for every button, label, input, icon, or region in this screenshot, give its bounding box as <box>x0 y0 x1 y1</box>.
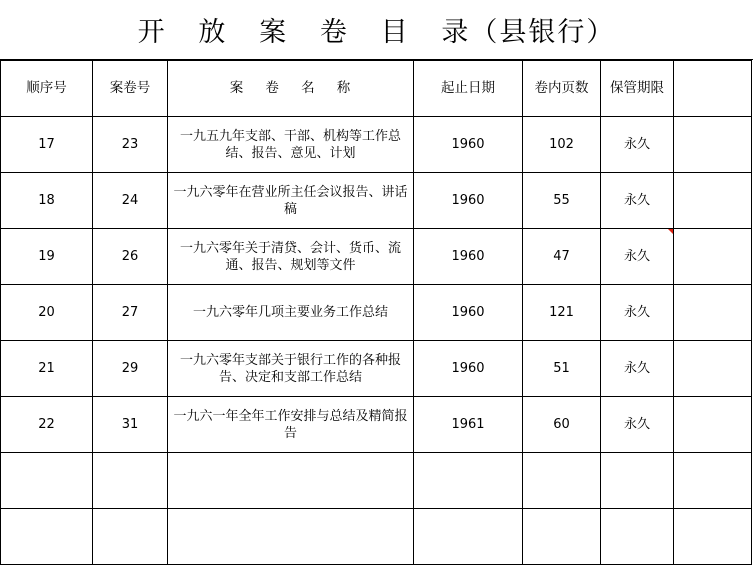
cell-empty[interactable] <box>601 453 674 509</box>
cell-empty[interactable] <box>674 397 752 453</box>
table-row <box>1 229 752 285</box>
cell-retention[interactable]: 永久 <box>601 285 674 341</box>
cell-retention[interactable]: 永久 <box>601 397 674 453</box>
cell-file-no[interactable]: 23 <box>93 117 168 173</box>
header-file-no[interactable]: 案卷号 <box>93 61 168 117</box>
cell-file-name[interactable]: 一九六零年几项主要业务工作总结 <box>168 285 414 341</box>
cell-retention[interactable]: 永久 <box>601 229 674 285</box>
cell-file-no[interactable]: 29 <box>93 341 168 397</box>
header-file-name[interactable]: 案 卷 名 称 <box>168 61 414 117</box>
cell-empty[interactable] <box>674 285 752 341</box>
cell-empty[interactable] <box>674 117 752 173</box>
title-text: 开 放 案 卷 目 录（县银行） <box>137 17 616 48</box>
cell-retention[interactable]: 永久 <box>601 173 674 229</box>
header-dates[interactable]: 起止日期 <box>414 61 523 117</box>
cell-seq[interactable]: 18 <box>1 173 93 229</box>
cell-empty[interactable] <box>674 229 752 285</box>
cell-empty[interactable] <box>1 509 93 565</box>
header-pages[interactable]: 卷内页数 <box>523 61 601 117</box>
cell-file-no[interactable]: 26 <box>93 229 168 285</box>
cell-pages[interactable]: 51 <box>523 341 601 397</box>
cell-dates[interactable]: 1960 <box>414 229 523 285</box>
cell-dates[interactable]: 1960 <box>414 173 523 229</box>
cell-empty[interactable] <box>674 173 752 229</box>
cell-pages[interactable]: 102 <box>523 117 601 173</box>
header-row <box>1 61 752 117</box>
cell-seq[interactable]: 17 <box>1 117 93 173</box>
cell-retention[interactable]: 永久 <box>601 117 674 173</box>
cell-empty[interactable] <box>674 453 752 509</box>
table-row <box>1 117 752 173</box>
page-title <box>0 0 753 60</box>
cell-dates[interactable]: 1960 <box>414 117 523 173</box>
cell-file-no[interactable]: 27 <box>93 285 168 341</box>
cell-pages[interactable]: 47 <box>523 229 601 285</box>
cell-empty[interactable] <box>1 453 93 509</box>
header-retention[interactable]: 保管期限 <box>601 61 674 117</box>
comment-indicator-icon[interactable] <box>668 229 673 234</box>
cell-empty[interactable] <box>168 509 414 565</box>
cell-empty[interactable] <box>523 453 601 509</box>
table-row <box>1 341 752 397</box>
cell-pages[interactable]: 121 <box>523 285 601 341</box>
cell-empty[interactable] <box>93 453 168 509</box>
cell-empty[interactable] <box>414 453 523 509</box>
cell-empty[interactable] <box>674 509 752 565</box>
cell-file-no[interactable]: 31 <box>93 397 168 453</box>
cell-seq[interactable]: 21 <box>1 341 93 397</box>
cell-seq[interactable]: 20 <box>1 285 93 341</box>
header-empty-cell[interactable] <box>674 61 752 117</box>
cell-file-name[interactable]: 一九六零年支部关于银行工作的各种报告、决定和支部工作总结 <box>168 341 414 397</box>
cell-pages[interactable]: 60 <box>523 397 601 453</box>
cell-file-name[interactable]: 一九六零年关于清贷、会计、货币、流通、报告、规划等文件 <box>168 229 414 285</box>
cell-file-no[interactable]: 24 <box>93 173 168 229</box>
cell-retention[interactable]: 永久 <box>601 341 674 397</box>
cell-dates[interactable]: 1960 <box>414 285 523 341</box>
header-seq[interactable]: 顺序号 <box>1 61 93 117</box>
cell-empty[interactable] <box>414 509 523 565</box>
empty-row <box>1 509 752 565</box>
cell-empty[interactable] <box>93 509 168 565</box>
cell-file-name[interactable]: 一九六一年全年工作安排与总结及精简报告 <box>168 397 414 453</box>
cell-seq[interactable]: 19 <box>1 229 93 285</box>
cell-file-name[interactable]: 一九六零年在营业所主任会议报告、讲话稿 <box>168 173 414 229</box>
catalog-table <box>0 60 752 565</box>
cell-seq[interactable]: 22 <box>1 397 93 453</box>
empty-row <box>1 453 752 509</box>
cell-empty[interactable] <box>168 453 414 509</box>
cell-empty[interactable] <box>674 341 752 397</box>
cell-empty[interactable] <box>601 509 674 565</box>
cell-pages[interactable]: 55 <box>523 173 601 229</box>
cell-dates[interactable]: 1960 <box>414 341 523 397</box>
table-row <box>1 285 752 341</box>
cell-dates[interactable]: 1961 <box>414 397 523 453</box>
cell-empty[interactable] <box>523 509 601 565</box>
table-row <box>1 397 752 453</box>
table-row <box>1 173 752 229</box>
cell-file-name[interactable]: 一九五九年支部、干部、机构等工作总结、报告、意见、计划 <box>168 117 414 173</box>
